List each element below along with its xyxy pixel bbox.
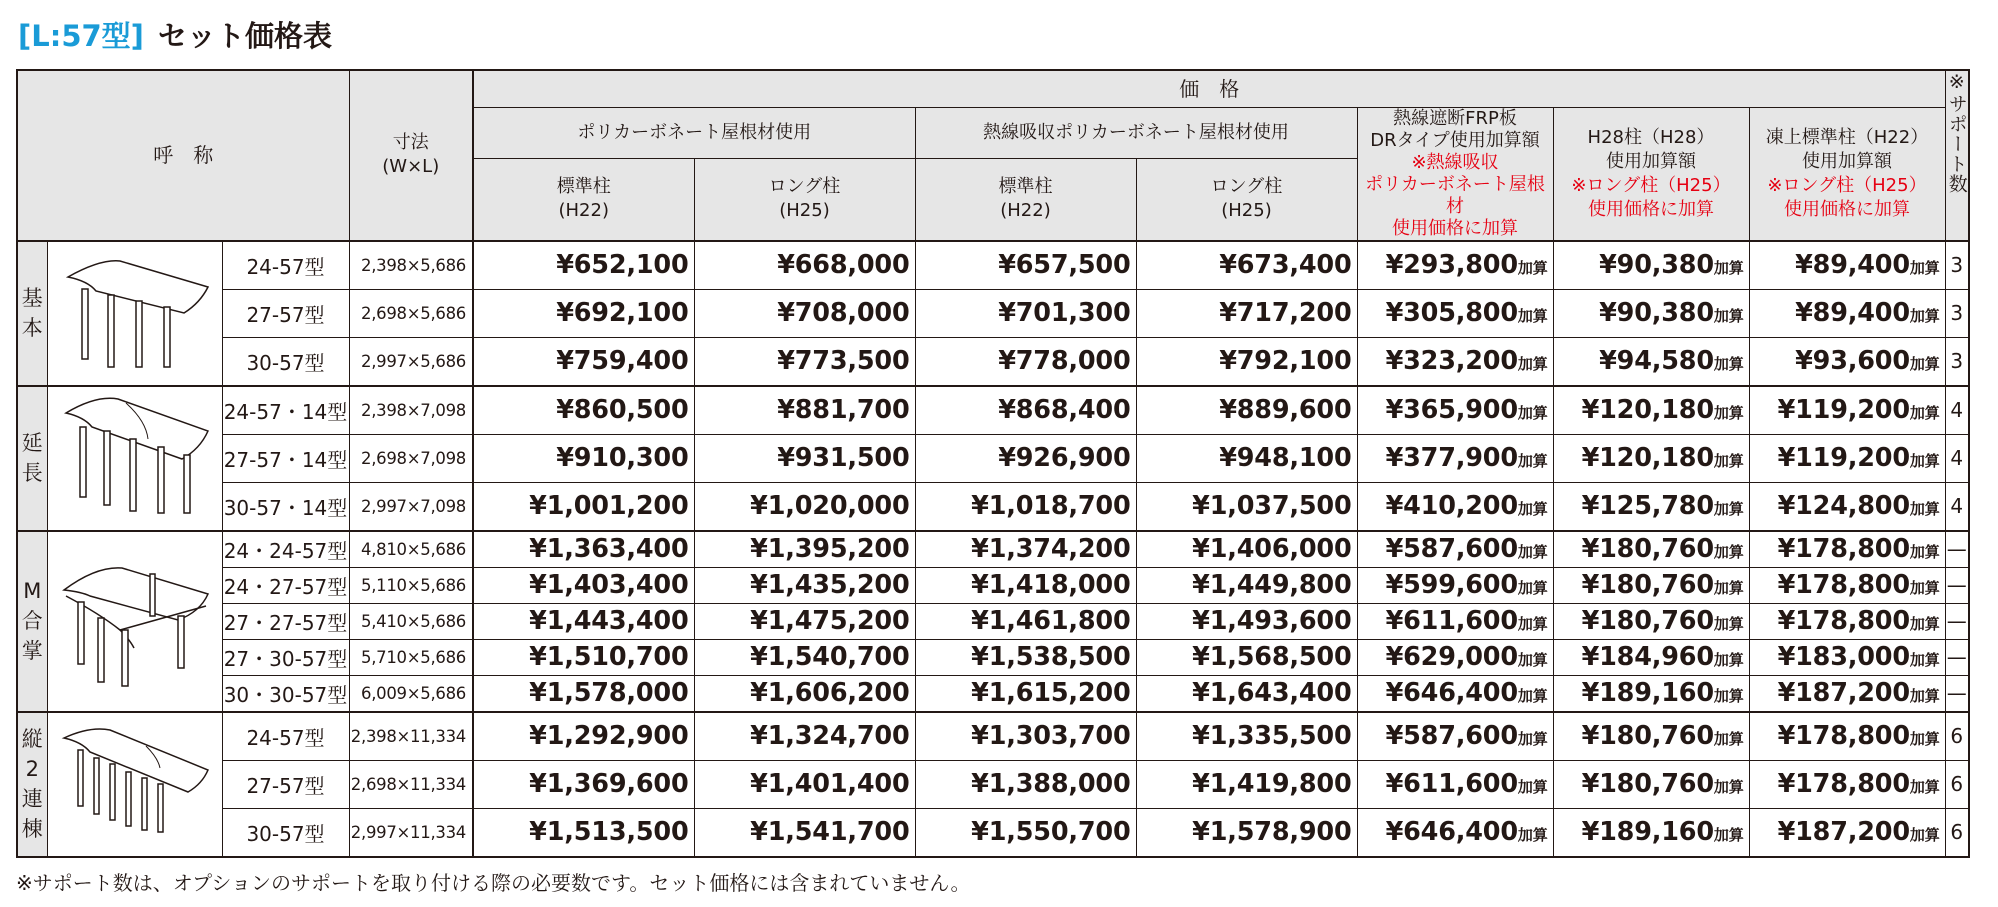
price-add-h22 xyxy=(1749,567,1945,603)
price-add-h28 xyxy=(1553,386,1749,435)
price-table-body xyxy=(17,241,1969,857)
table-row xyxy=(17,712,1969,761)
add-suffix: 加算 xyxy=(1713,826,1744,844)
price-poly-long: ¥1,540,700 xyxy=(694,639,915,675)
header-h22 xyxy=(1749,107,1945,241)
header-size xyxy=(349,70,473,241)
model-name: 24-57型 xyxy=(222,241,349,290)
price-heat-std: ¥657,500 xyxy=(915,241,1136,290)
add-suffix: 加算 xyxy=(1909,826,1940,844)
add-suffix: 加算 xyxy=(1909,687,1940,705)
add-amount: ¥124,800 xyxy=(1777,491,1910,521)
model-size: 2,398×5,686 xyxy=(349,241,473,290)
price-heat-std: ¥1,018,700 xyxy=(915,482,1136,531)
price-add-h22 xyxy=(1749,760,1945,808)
price-add-frp xyxy=(1357,603,1553,639)
carport-m-gassho-icon xyxy=(47,531,222,712)
price-add-h28 xyxy=(1553,675,1749,712)
add-suffix: 加算 xyxy=(1909,615,1940,633)
table-row xyxy=(17,482,1969,531)
price-heat-long: ¥889,600 xyxy=(1136,386,1357,435)
add-suffix: 加算 xyxy=(1517,615,1548,633)
model-size: 5,410×5,686 xyxy=(349,603,473,639)
price-poly-long: ¥1,606,200 xyxy=(694,675,915,712)
add-amount: ¥293,800 xyxy=(1385,250,1518,280)
header-heat-std xyxy=(915,159,1136,241)
carport-vertical-double-icon xyxy=(47,712,222,857)
add-suffix: 加算 xyxy=(1909,259,1940,277)
price-heat-std: ¥926,900 xyxy=(915,434,1136,482)
group-label-text: 延長 xyxy=(21,431,43,485)
header-h22-red1: ※ロング柱（H25） xyxy=(1767,174,1927,196)
add-suffix: 加算 xyxy=(1909,355,1940,373)
price-add-h28 xyxy=(1553,531,1749,568)
header-poly: ポリカーボネート屋根材使用 xyxy=(473,107,915,159)
price-add-frp xyxy=(1357,712,1553,761)
price-heat-long: ¥1,643,400 xyxy=(1136,675,1357,712)
price-heat-std: ¥1,388,000 xyxy=(915,760,1136,808)
title-text: セット価格表 xyxy=(157,19,332,53)
add-amount: ¥189,160 xyxy=(1581,678,1714,708)
support-count: 4 xyxy=(1945,434,1969,482)
header-long-line1: ロング柱 xyxy=(1210,176,1283,198)
group-label xyxy=(17,386,47,531)
price-heat-long: ¥1,406,000 xyxy=(1136,531,1357,568)
price-add-frp xyxy=(1357,386,1553,435)
model-name: 24-57型 xyxy=(222,712,349,761)
header-size-line2: (W×L) xyxy=(382,156,440,178)
price-poly-std: ¥652,100 xyxy=(473,241,694,290)
price-poly-long: ¥881,700 xyxy=(694,386,915,435)
table-row xyxy=(17,434,1969,482)
add-suffix: 加算 xyxy=(1713,579,1744,597)
price-poly-long: ¥1,401,400 xyxy=(694,760,915,808)
price-heat-long: ¥673,400 xyxy=(1136,241,1357,290)
add-amount: ¥180,760 xyxy=(1581,570,1714,600)
table-row xyxy=(17,675,1969,712)
add-suffix: 加算 xyxy=(1713,778,1744,796)
header-poly-std xyxy=(473,159,694,241)
add-amount: ¥90,380 xyxy=(1599,298,1714,328)
price-heat-long: ¥717,200 xyxy=(1136,289,1357,337)
model-name: 27・30-57型 xyxy=(222,639,349,675)
add-suffix: 加算 xyxy=(1909,404,1940,422)
price-heat-long: ¥948,100 xyxy=(1136,434,1357,482)
model-size: 2,698×7,098 xyxy=(349,434,473,482)
header-std-line1: 標準柱 xyxy=(556,176,611,198)
add-amount: ¥180,760 xyxy=(1581,769,1714,799)
table-row xyxy=(17,760,1969,808)
add-amount: ¥90,380 xyxy=(1599,250,1714,280)
model-size: 2,698×5,686 xyxy=(349,289,473,337)
price-poly-std: ¥1,403,400 xyxy=(473,567,694,603)
price-poly-std: ¥1,513,500 xyxy=(473,808,694,857)
add-amount: ¥189,160 xyxy=(1581,817,1714,847)
table-row xyxy=(17,808,1969,857)
price-heat-std: ¥1,461,800 xyxy=(915,603,1136,639)
group-label-text: M合掌 xyxy=(21,579,43,663)
price-heat-std: ¥1,303,700 xyxy=(915,712,1136,761)
price-heat-std: ¥778,000 xyxy=(915,337,1136,386)
header-support-text: ※サポート数 xyxy=(1945,71,1968,194)
add-suffix: 加算 xyxy=(1517,452,1548,470)
add-suffix: 加算 xyxy=(1517,307,1548,325)
add-amount: ¥410,200 xyxy=(1385,491,1518,521)
add-amount: ¥89,400 xyxy=(1795,298,1910,328)
header-std-line1: 標準柱 xyxy=(998,176,1053,198)
header-h28-line2: 使用加算額 xyxy=(1606,150,1696,172)
add-amount: ¥587,600 xyxy=(1385,721,1518,751)
add-amount: ¥184,960 xyxy=(1581,642,1714,672)
model-code: [L:57型] xyxy=(18,19,144,53)
model-size: 2,398×11,334 xyxy=(349,712,473,761)
add-suffix: 加算 xyxy=(1713,452,1744,470)
add-suffix: 加算 xyxy=(1909,500,1940,518)
add-amount: ¥587,600 xyxy=(1385,534,1518,564)
model-name: 27-57型 xyxy=(222,760,349,808)
price-poly-long: ¥708,000 xyxy=(694,289,915,337)
price-poly-long: ¥1,435,200 xyxy=(694,567,915,603)
add-suffix: 加算 xyxy=(1517,355,1548,373)
footnote: ※サポート数は、オプションのサポートを取り付ける際の必要数です。セット価格には含まれていません。 xyxy=(16,871,971,895)
add-suffix: 加算 xyxy=(1909,651,1940,669)
add-suffix: 加算 xyxy=(1713,687,1744,705)
group-label xyxy=(17,241,47,386)
support-count: — xyxy=(1945,603,1969,639)
add-amount: ¥178,800 xyxy=(1777,606,1910,636)
price-add-h22 xyxy=(1749,639,1945,675)
add-suffix: 加算 xyxy=(1713,543,1744,561)
carport-extension-icon xyxy=(47,386,222,531)
page-title xyxy=(18,14,332,58)
add-suffix: 加算 xyxy=(1909,543,1940,561)
add-suffix: 加算 xyxy=(1713,615,1744,633)
price-add-h28 xyxy=(1553,434,1749,482)
add-suffix: 加算 xyxy=(1713,307,1744,325)
carport-basic-icon xyxy=(47,241,222,386)
price-poly-long: ¥1,395,200 xyxy=(694,531,915,568)
add-amount: ¥187,200 xyxy=(1777,678,1910,708)
price-heat-std: ¥1,550,700 xyxy=(915,808,1136,857)
model-size: 2,698×11,334 xyxy=(349,760,473,808)
header-long-line2: (H25) xyxy=(779,200,830,222)
add-suffix: 加算 xyxy=(1517,500,1548,518)
add-suffix: 加算 xyxy=(1517,543,1548,561)
price-add-h28 xyxy=(1553,567,1749,603)
add-amount: ¥305,800 xyxy=(1385,298,1518,328)
header-heat-long xyxy=(1136,159,1357,241)
price-add-h22 xyxy=(1749,241,1945,290)
price-add-h28 xyxy=(1553,760,1749,808)
price-add-h28 xyxy=(1553,289,1749,337)
add-amount: ¥187,200 xyxy=(1777,817,1910,847)
price-heat-std: ¥701,300 xyxy=(915,289,1136,337)
price-add-frp xyxy=(1357,482,1553,531)
price-add-h22 xyxy=(1749,482,1945,531)
model-size: 4,810×5,686 xyxy=(349,531,473,568)
price-poly-std: ¥1,578,000 xyxy=(473,675,694,712)
add-amount: ¥178,800 xyxy=(1777,570,1910,600)
price-add-frp xyxy=(1357,531,1553,568)
model-name: 30-57型 xyxy=(222,808,349,857)
table-row xyxy=(17,289,1969,337)
add-suffix: 加算 xyxy=(1517,826,1548,844)
price-poly-std: ¥1,510,700 xyxy=(473,639,694,675)
price-heat-long: ¥1,568,500 xyxy=(1136,639,1357,675)
support-count: 6 xyxy=(1945,712,1969,761)
header-frp-red3: 使用価格に加算 xyxy=(1392,217,1518,239)
add-suffix: 加算 xyxy=(1713,651,1744,669)
add-suffix: 加算 xyxy=(1909,579,1940,597)
price-add-h28 xyxy=(1553,337,1749,386)
table-row xyxy=(17,531,1969,568)
add-amount: ¥119,200 xyxy=(1777,395,1910,425)
model-name: 30-57型 xyxy=(222,337,349,386)
price-poly-long: ¥668,000 xyxy=(694,241,915,290)
price-poly-long: ¥1,020,000 xyxy=(694,482,915,531)
model-name: 27-57・14型 xyxy=(222,434,349,482)
header-std-line2: (H22) xyxy=(1000,200,1051,222)
add-amount: ¥178,800 xyxy=(1777,769,1910,799)
add-amount: ¥94,580 xyxy=(1599,346,1714,376)
price-poly-std: ¥1,369,600 xyxy=(473,760,694,808)
price-add-h22 xyxy=(1749,337,1945,386)
header-h28 xyxy=(1553,107,1749,241)
price-heat-long: ¥1,419,800 xyxy=(1136,760,1357,808)
header-h22-red2: 使用価格に加算 xyxy=(1784,198,1910,220)
price-add-frp xyxy=(1357,434,1553,482)
table-row xyxy=(17,386,1969,435)
header-frp-line1: 熱線遮断FRP板 xyxy=(1393,107,1517,129)
price-add-h22 xyxy=(1749,386,1945,435)
add-suffix: 加算 xyxy=(1713,500,1744,518)
price-add-h28 xyxy=(1553,241,1749,290)
price-poly-std: ¥1,443,400 xyxy=(473,603,694,639)
header-h28-red1: ※ロング柱（H25） xyxy=(1571,174,1731,196)
support-count: 6 xyxy=(1945,760,1969,808)
price-poly-std: ¥860,500 xyxy=(473,386,694,435)
price-add-h22 xyxy=(1749,603,1945,639)
header-h28-line1: H28柱（H28） xyxy=(1587,126,1715,148)
header-support xyxy=(1945,70,1969,241)
price-add-frp xyxy=(1357,289,1553,337)
price-poly-std: ¥910,300 xyxy=(473,434,694,482)
add-suffix: 加算 xyxy=(1517,579,1548,597)
header-std-line2: (H22) xyxy=(558,200,609,222)
price-add-frp xyxy=(1357,241,1553,290)
price-add-frp xyxy=(1357,808,1553,857)
support-count: 4 xyxy=(1945,482,1969,531)
header-long-line2: (H25) xyxy=(1221,200,1272,222)
support-count: — xyxy=(1945,639,1969,675)
price-add-h28 xyxy=(1553,808,1749,857)
price-heat-long: ¥1,335,500 xyxy=(1136,712,1357,761)
price-add-h28 xyxy=(1553,712,1749,761)
price-add-h22 xyxy=(1749,434,1945,482)
add-amount: ¥323,200 xyxy=(1385,346,1518,376)
add-suffix: 加算 xyxy=(1517,404,1548,422)
add-suffix: 加算 xyxy=(1909,452,1940,470)
add-suffix: 加算 xyxy=(1909,730,1940,748)
model-size: 2,997×5,686 xyxy=(349,337,473,386)
price-poly-long: ¥1,475,200 xyxy=(694,603,915,639)
price-poly-long: ¥1,541,700 xyxy=(694,808,915,857)
price-add-h28 xyxy=(1553,603,1749,639)
header-frp-red2: ポリカーボネート屋根材 xyxy=(1365,173,1545,217)
price-heat-long: ¥1,578,900 xyxy=(1136,808,1357,857)
group-label xyxy=(17,712,47,857)
add-amount: ¥183,000 xyxy=(1777,642,1910,672)
model-name: 24・27-57型 xyxy=(222,567,349,603)
price-poly-long: ¥931,500 xyxy=(694,434,915,482)
model-name: 24-57・14型 xyxy=(222,386,349,435)
support-count: — xyxy=(1945,531,1969,568)
price-add-h22 xyxy=(1749,289,1945,337)
support-count: 6 xyxy=(1945,808,1969,857)
header-price: 価 格 xyxy=(473,70,1945,107)
price-heat-long: ¥1,493,600 xyxy=(1136,603,1357,639)
group-label-text: 縦2連棟 xyxy=(21,727,43,841)
support-count: 3 xyxy=(1945,289,1969,337)
table-row xyxy=(17,241,1969,290)
price-add-h28 xyxy=(1553,639,1749,675)
price-table xyxy=(16,69,1970,858)
support-count: — xyxy=(1945,675,1969,712)
price-add-frp xyxy=(1357,639,1553,675)
table-row xyxy=(17,567,1969,603)
header-name: 呼 称 xyxy=(17,70,349,241)
add-amount: ¥629,000 xyxy=(1385,642,1518,672)
add-amount: ¥89,400 xyxy=(1795,250,1910,280)
header-h28-red2: 使用価格に加算 xyxy=(1588,198,1714,220)
model-name: 27-57型 xyxy=(222,289,349,337)
support-count: 4 xyxy=(1945,386,1969,435)
model-size: 2,997×7,098 xyxy=(349,482,473,531)
group-label xyxy=(17,531,47,712)
header-heat-poly: 熱線吸収ポリカーボネート屋根材使用 xyxy=(915,107,1357,159)
support-count: — xyxy=(1945,567,1969,603)
add-amount: ¥180,760 xyxy=(1581,606,1714,636)
header-h22-line2: 使用加算額 xyxy=(1802,150,1892,172)
price-poly-std: ¥692,100 xyxy=(473,289,694,337)
price-heat-std: ¥1,538,500 xyxy=(915,639,1136,675)
price-poly-std: ¥1,001,200 xyxy=(473,482,694,531)
price-poly-std: ¥1,292,900 xyxy=(473,712,694,761)
add-suffix: 加算 xyxy=(1909,778,1940,796)
add-suffix: 加算 xyxy=(1517,651,1548,669)
price-heat-long: ¥792,100 xyxy=(1136,337,1357,386)
add-amount: ¥646,400 xyxy=(1385,678,1518,708)
group-label-text: 基本 xyxy=(21,286,43,340)
add-amount: ¥611,600 xyxy=(1385,769,1518,799)
add-suffix: 加算 xyxy=(1909,307,1940,325)
header-h22-line1: 凍上標準柱（H22） xyxy=(1765,126,1929,148)
add-amount: ¥180,760 xyxy=(1581,721,1714,751)
add-amount: ¥646,400 xyxy=(1385,817,1518,847)
header-poly-long xyxy=(694,159,915,241)
model-size: 5,710×5,686 xyxy=(349,639,473,675)
price-poly-long: ¥773,500 xyxy=(694,337,915,386)
model-size: 2,398×7,098 xyxy=(349,386,473,435)
price-poly-long: ¥1,324,700 xyxy=(694,712,915,761)
model-size: 6,009×5,686 xyxy=(349,675,473,712)
price-poly-std: ¥1,363,400 xyxy=(473,531,694,568)
price-add-h22 xyxy=(1749,531,1945,568)
price-add-frp xyxy=(1357,337,1553,386)
table-row xyxy=(17,639,1969,675)
price-add-frp xyxy=(1357,567,1553,603)
add-suffix: 加算 xyxy=(1517,687,1548,705)
support-count: 3 xyxy=(1945,241,1969,290)
header-frp-line2: DRタイプ使用加算額 xyxy=(1370,129,1540,151)
header-frp-red1: ※熱線吸収 xyxy=(1411,151,1499,173)
price-add-h22 xyxy=(1749,712,1945,761)
price-heat-std: ¥1,374,200 xyxy=(915,531,1136,568)
add-suffix: 加算 xyxy=(1713,259,1744,277)
support-count: 3 xyxy=(1945,337,1969,386)
header-size-line1: 寸法 xyxy=(392,132,429,154)
price-heat-long: ¥1,037,500 xyxy=(1136,482,1357,531)
price-add-frp xyxy=(1357,760,1553,808)
add-suffix: 加算 xyxy=(1517,259,1548,277)
header-long-line1: ロング柱 xyxy=(768,176,841,198)
price-heat-std: ¥1,418,000 xyxy=(915,567,1136,603)
add-amount: ¥125,780 xyxy=(1581,491,1714,521)
add-suffix: 加算 xyxy=(1517,730,1548,748)
add-amount: ¥365,900 xyxy=(1385,395,1518,425)
model-name: 30・30-57型 xyxy=(222,675,349,712)
add-suffix: 加算 xyxy=(1713,404,1744,422)
model-size: 5,110×5,686 xyxy=(349,567,473,603)
add-amount: ¥93,600 xyxy=(1795,346,1910,376)
model-name: 24・24-57型 xyxy=(222,531,349,568)
add-amount: ¥178,800 xyxy=(1777,721,1910,751)
price-heat-long: ¥1,449,800 xyxy=(1136,567,1357,603)
price-poly-std: ¥759,400 xyxy=(473,337,694,386)
price-add-h22 xyxy=(1749,808,1945,857)
add-amount: ¥120,180 xyxy=(1581,443,1714,473)
price-add-h22 xyxy=(1749,675,1945,712)
add-suffix: 加算 xyxy=(1517,778,1548,796)
header-frp xyxy=(1357,107,1553,241)
add-amount: ¥119,200 xyxy=(1777,443,1910,473)
price-heat-std: ¥1,615,200 xyxy=(915,675,1136,712)
model-name: 30-57・14型 xyxy=(222,482,349,531)
add-amount: ¥611,600 xyxy=(1385,606,1518,636)
table-row xyxy=(17,337,1969,386)
add-suffix: 加算 xyxy=(1713,730,1744,748)
table-row xyxy=(17,603,1969,639)
model-name: 27・27-57型 xyxy=(222,603,349,639)
add-suffix: 加算 xyxy=(1713,355,1744,373)
add-amount: ¥599,600 xyxy=(1385,570,1518,600)
price-heat-std: ¥868,400 xyxy=(915,386,1136,435)
add-amount: ¥377,900 xyxy=(1385,443,1518,473)
add-amount: ¥120,180 xyxy=(1581,395,1714,425)
price-add-h28 xyxy=(1553,482,1749,531)
add-amount: ¥180,760 xyxy=(1581,534,1714,564)
model-size: 2,997×11,334 xyxy=(349,808,473,857)
price-add-frp xyxy=(1357,675,1553,712)
add-amount: ¥178,800 xyxy=(1777,534,1910,564)
